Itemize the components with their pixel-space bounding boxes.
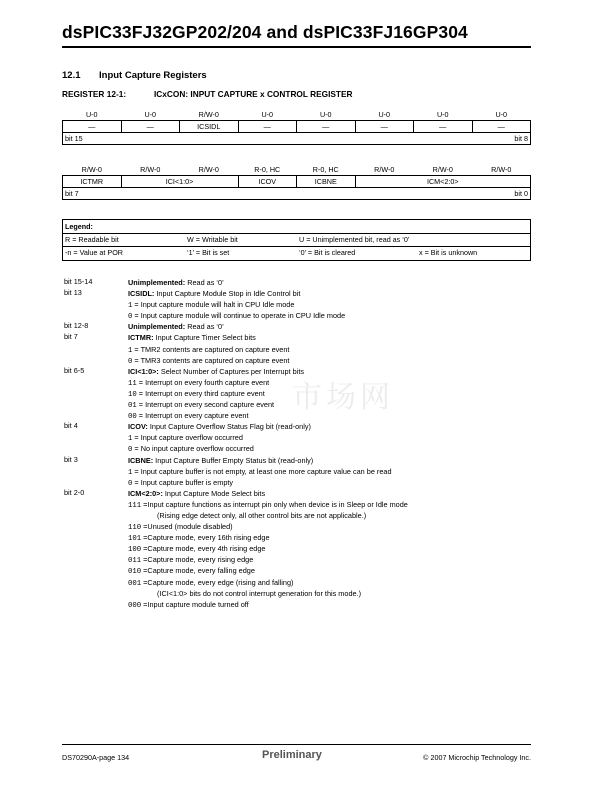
bit-value-text: =Input capture module turned off <box>141 599 249 609</box>
bit-value-code: 0 <box>128 479 133 488</box>
name-bit15: — <box>63 121 122 133</box>
bit-number: bit 15-14 <box>64 277 93 286</box>
name-bit12: — <box>238 121 297 133</box>
section-heading <box>62 70 207 81</box>
bit-heading <box>128 332 532 343</box>
bit-value-line <box>128 543 532 554</box>
bit-value-code: 100 <box>128 546 142 555</box>
bit-value-code: 11 <box>128 379 137 388</box>
bit-value-line <box>128 565 532 576</box>
section-title: Input Capture Registers <box>99 70 207 81</box>
access-bit5: R/W-0 <box>198 165 219 174</box>
bit-value-code: 101 <box>128 535 142 544</box>
register-heading <box>62 89 353 99</box>
bit-value-line <box>128 344 532 355</box>
bit-value-code: 001 <box>128 579 142 588</box>
bit-field-description: Input Capture Module Stop in Idle Control bit <box>154 289 301 299</box>
bit-entry <box>62 321 532 332</box>
bit-value-code: 000 <box>128 601 142 610</box>
register-id: REGISTER 12-1: <box>62 89 127 99</box>
bit-number: bit 6-5 <box>64 365 85 375</box>
bit-value-line <box>128 577 532 588</box>
bit-value-text: = Input capture overflow occurred <box>132 433 243 443</box>
bit-value-text: = Interrupt on every third capture event <box>136 388 265 398</box>
legend-por: -n = Value at POR <box>65 248 123 257</box>
bit-heading <box>128 366 532 377</box>
bit-value-line <box>128 532 532 543</box>
access-bit4: R-0, HC <box>254 165 281 174</box>
bit-label-left: bit 7 <box>63 188 297 200</box>
bit-value-code: 01 <box>128 402 137 411</box>
bit-heading <box>128 288 532 299</box>
bit-number: bit 13 <box>64 288 82 298</box>
register-title: ICxCON: INPUT CAPTURE x CONTROL REGISTER <box>154 89 353 99</box>
bit-value-line <box>128 510 532 521</box>
bit-value-code: 010 <box>128 568 142 577</box>
bit-value-text: =Capture mode, every edge (rising and falling) <box>141 577 294 587</box>
bit-entry <box>62 455 532 488</box>
bit-entry <box>62 277 532 288</box>
bit-field-name: ICI<1:0>: <box>128 366 159 376</box>
bit-value-text: (ICI<1:0> bits do not control interrupt generation for this mode.) <box>157 588 362 598</box>
bit-value-line <box>128 521 532 532</box>
access-bit12: U-0 <box>261 110 274 119</box>
access-bit13: R/W-0 <box>198 110 219 119</box>
bit-value-code: 1 <box>128 435 133 444</box>
watermark: 市场网 <box>292 380 394 415</box>
bit-value-code: 1 <box>128 468 133 477</box>
bit-value-code: 00 <box>128 413 137 422</box>
bit-value-line <box>128 477 532 488</box>
bit-field-name: ICM<2:0>: <box>128 488 163 498</box>
bit-field-description: Input Capture Mode Select bits <box>162 488 266 498</box>
bit-value-text: = No input capture overflow occurred <box>132 444 254 454</box>
bit-label-right: bit 0 <box>297 188 531 200</box>
bit-value-line <box>128 410 532 421</box>
bit-field-description: Input Capture Timer Select bits <box>153 333 256 343</box>
bit-number: bit 2-0 <box>64 487 85 497</box>
title-rule <box>62 46 531 48</box>
bit-value-line <box>128 377 532 388</box>
bit-entry <box>62 488 532 610</box>
bit-value-line <box>128 310 532 321</box>
access-bit0: R/W-0 <box>491 165 512 174</box>
bit-number: bit 7 <box>64 332 78 342</box>
bit-value-line <box>128 299 532 310</box>
legend-cleared: ‘0’ = Bit is cleared <box>299 248 356 257</box>
bit-value-code: 111 <box>128 501 142 510</box>
bit-number: bit 3 <box>64 454 78 464</box>
bit-heading <box>128 277 532 288</box>
bit-number: bit 4 <box>64 421 78 431</box>
bit-value-code: 110 <box>128 524 142 533</box>
register-lower-byte-table <box>62 164 531 200</box>
bit-value-line <box>128 388 532 399</box>
footer-rule <box>62 744 531 745</box>
name-icm: ICM<2:0> <box>355 176 531 188</box>
bit-field-name: ICOV: <box>128 422 148 432</box>
bit-value-code: 0 <box>128 446 133 455</box>
bit-heading <box>128 421 532 432</box>
bit-value-code: 1 <box>128 346 133 355</box>
bit-value-text: =Unused (module disabled) <box>141 522 233 532</box>
name-ictmr: ICTMR <box>63 176 122 188</box>
bit-field-description: Read as ‘0’ <box>185 278 224 287</box>
bit-value-text: = Input capture module will halt in CPU Idle mode <box>132 300 295 310</box>
bit-field-description: Input Capture Overflow Status Flag bit (read-only) <box>147 422 311 432</box>
name-bit8: — <box>472 121 531 133</box>
bit-entry <box>62 366 532 421</box>
bit-value-line <box>128 443 532 454</box>
bit-entry <box>62 332 532 365</box>
bit-field-description: Read as ‘0’ <box>185 322 224 332</box>
bit-value-text: =Capture mode, every falling edge <box>141 566 255 576</box>
bit-value-code: 0 <box>128 313 133 322</box>
bit-value-text: = TMR3 contents are captured on capture event <box>132 355 290 365</box>
name-icbne: ICBNE <box>297 176 356 188</box>
legend-unknown: x = Bit is unknown <box>419 248 478 257</box>
bit-value-text: = Interrupt on every capture event <box>136 411 249 421</box>
footer-status: Preliminary <box>262 749 322 761</box>
bit-field-description: Select Number of Captures per Interrupt bits <box>158 366 305 376</box>
footer-copyright: © 2007 Microchip Technology Inc. <box>423 753 531 762</box>
bit-value-text: =Capture mode, every 16th rising edge <box>141 533 270 543</box>
legend-readable: R = Readable bit <box>65 235 119 244</box>
name-bit13: ICSIDL <box>180 121 239 133</box>
bit-value-code: 1 <box>128 302 133 311</box>
bit-entry <box>62 421 532 454</box>
legend-row <box>63 246 530 257</box>
access-bit11: U-0 <box>319 110 332 119</box>
bit-value-code: 011 <box>128 557 142 566</box>
page-title: dsPIC33FJ32GP202/204 and dsPIC33FJ16GP304 <box>62 22 468 42</box>
access-bit1: R/W-0 <box>432 165 453 174</box>
section-number: 12.1 <box>62 70 81 81</box>
legend-row <box>63 233 530 244</box>
bit-descriptions <box>62 277 532 610</box>
bit-field-name: ICTMR: <box>128 333 154 343</box>
register-upper-byte-table <box>62 109 531 145</box>
legend-writable: W = Writable bit <box>187 235 238 244</box>
bit-field-description: Input Capture Buffer Empty Status bit (read-only) <box>153 455 314 465</box>
access-bit2: R/W-0 <box>374 165 395 174</box>
name-bit14: — <box>121 121 180 133</box>
bit-value-line <box>128 499 532 510</box>
bit-field-name: ICBNE: <box>128 455 154 465</box>
bit-value-text: =Capture mode, every rising edge <box>141 555 254 565</box>
access-bit3: R-0, HC <box>312 165 339 174</box>
legend-box <box>62 219 531 261</box>
bit-value-text: =Input capture functions as interrupt pin only when device is in Sleep or Idle mode <box>141 499 408 509</box>
bit-field-name: ICSIDL: <box>128 289 155 299</box>
bit-value-text: = Input capture buffer is not empty, at least one more capture value can be read <box>132 466 392 476</box>
name-icov: ICOV <box>238 176 297 188</box>
access-bit9: U-0 <box>436 110 449 119</box>
legend-title: Legend: <box>65 222 93 231</box>
name-ici: ICI<1:0> <box>121 176 238 188</box>
bit-value-text: = Interrupt on every fourth capture event <box>136 377 270 387</box>
legend-set: ‘1’ = Bit is set <box>187 248 230 257</box>
bit-heading <box>128 488 532 499</box>
bit-value-line <box>128 588 532 599</box>
bit-value-text: = Input capture buffer is empty <box>132 477 234 487</box>
access-bit14: U-0 <box>144 110 157 119</box>
footer-doc-number: DS70290A-page 134 <box>62 753 130 762</box>
bit-label-right: bit 8 <box>297 133 531 145</box>
bit-value-text: = Input capture module will continue to operate in CPU Idle mode <box>132 311 346 321</box>
name-bit10: — <box>355 121 414 133</box>
access-bit7: R/W-0 <box>81 165 102 174</box>
bit-value-line <box>128 466 532 477</box>
bit-field-name: Unimplemented: <box>128 322 186 332</box>
bit-label-left: bit 15 <box>63 133 297 145</box>
bit-heading <box>128 455 532 466</box>
bit-number: bit 12-8 <box>64 321 89 331</box>
bit-value-code: 0 <box>128 357 133 366</box>
access-bit10: U-0 <box>378 110 391 119</box>
name-bit11: — <box>297 121 356 133</box>
bit-value-line <box>128 554 532 565</box>
bit-value-text: (Rising edge detect only, all other control bits are not applicable.) <box>157 510 367 520</box>
access-bit6: R/W-0 <box>140 165 161 174</box>
bit-value-text: = Interrupt on every second capture event <box>136 400 275 410</box>
legend-unimplemented: U = Unimplemented bit, read as ‘0’ <box>299 235 410 244</box>
access-bit15: U-0 <box>85 110 98 119</box>
bit-value-line <box>128 432 532 443</box>
bit-heading <box>128 321 532 332</box>
bit-field-name: Unimplemented: <box>128 278 186 287</box>
bit-value-line <box>128 355 532 366</box>
name-bit9: — <box>414 121 473 133</box>
bit-value-text: = TMR2 contents are captured on capture event <box>132 344 290 354</box>
bit-entry <box>62 288 532 321</box>
bit-value-text: =Capture mode, every 4th rising edge <box>141 544 266 554</box>
bit-value-code: 10 <box>128 390 137 399</box>
bit-value-line <box>128 399 532 410</box>
bit-value-line <box>128 599 532 610</box>
access-bit8: U-0 <box>495 110 508 119</box>
